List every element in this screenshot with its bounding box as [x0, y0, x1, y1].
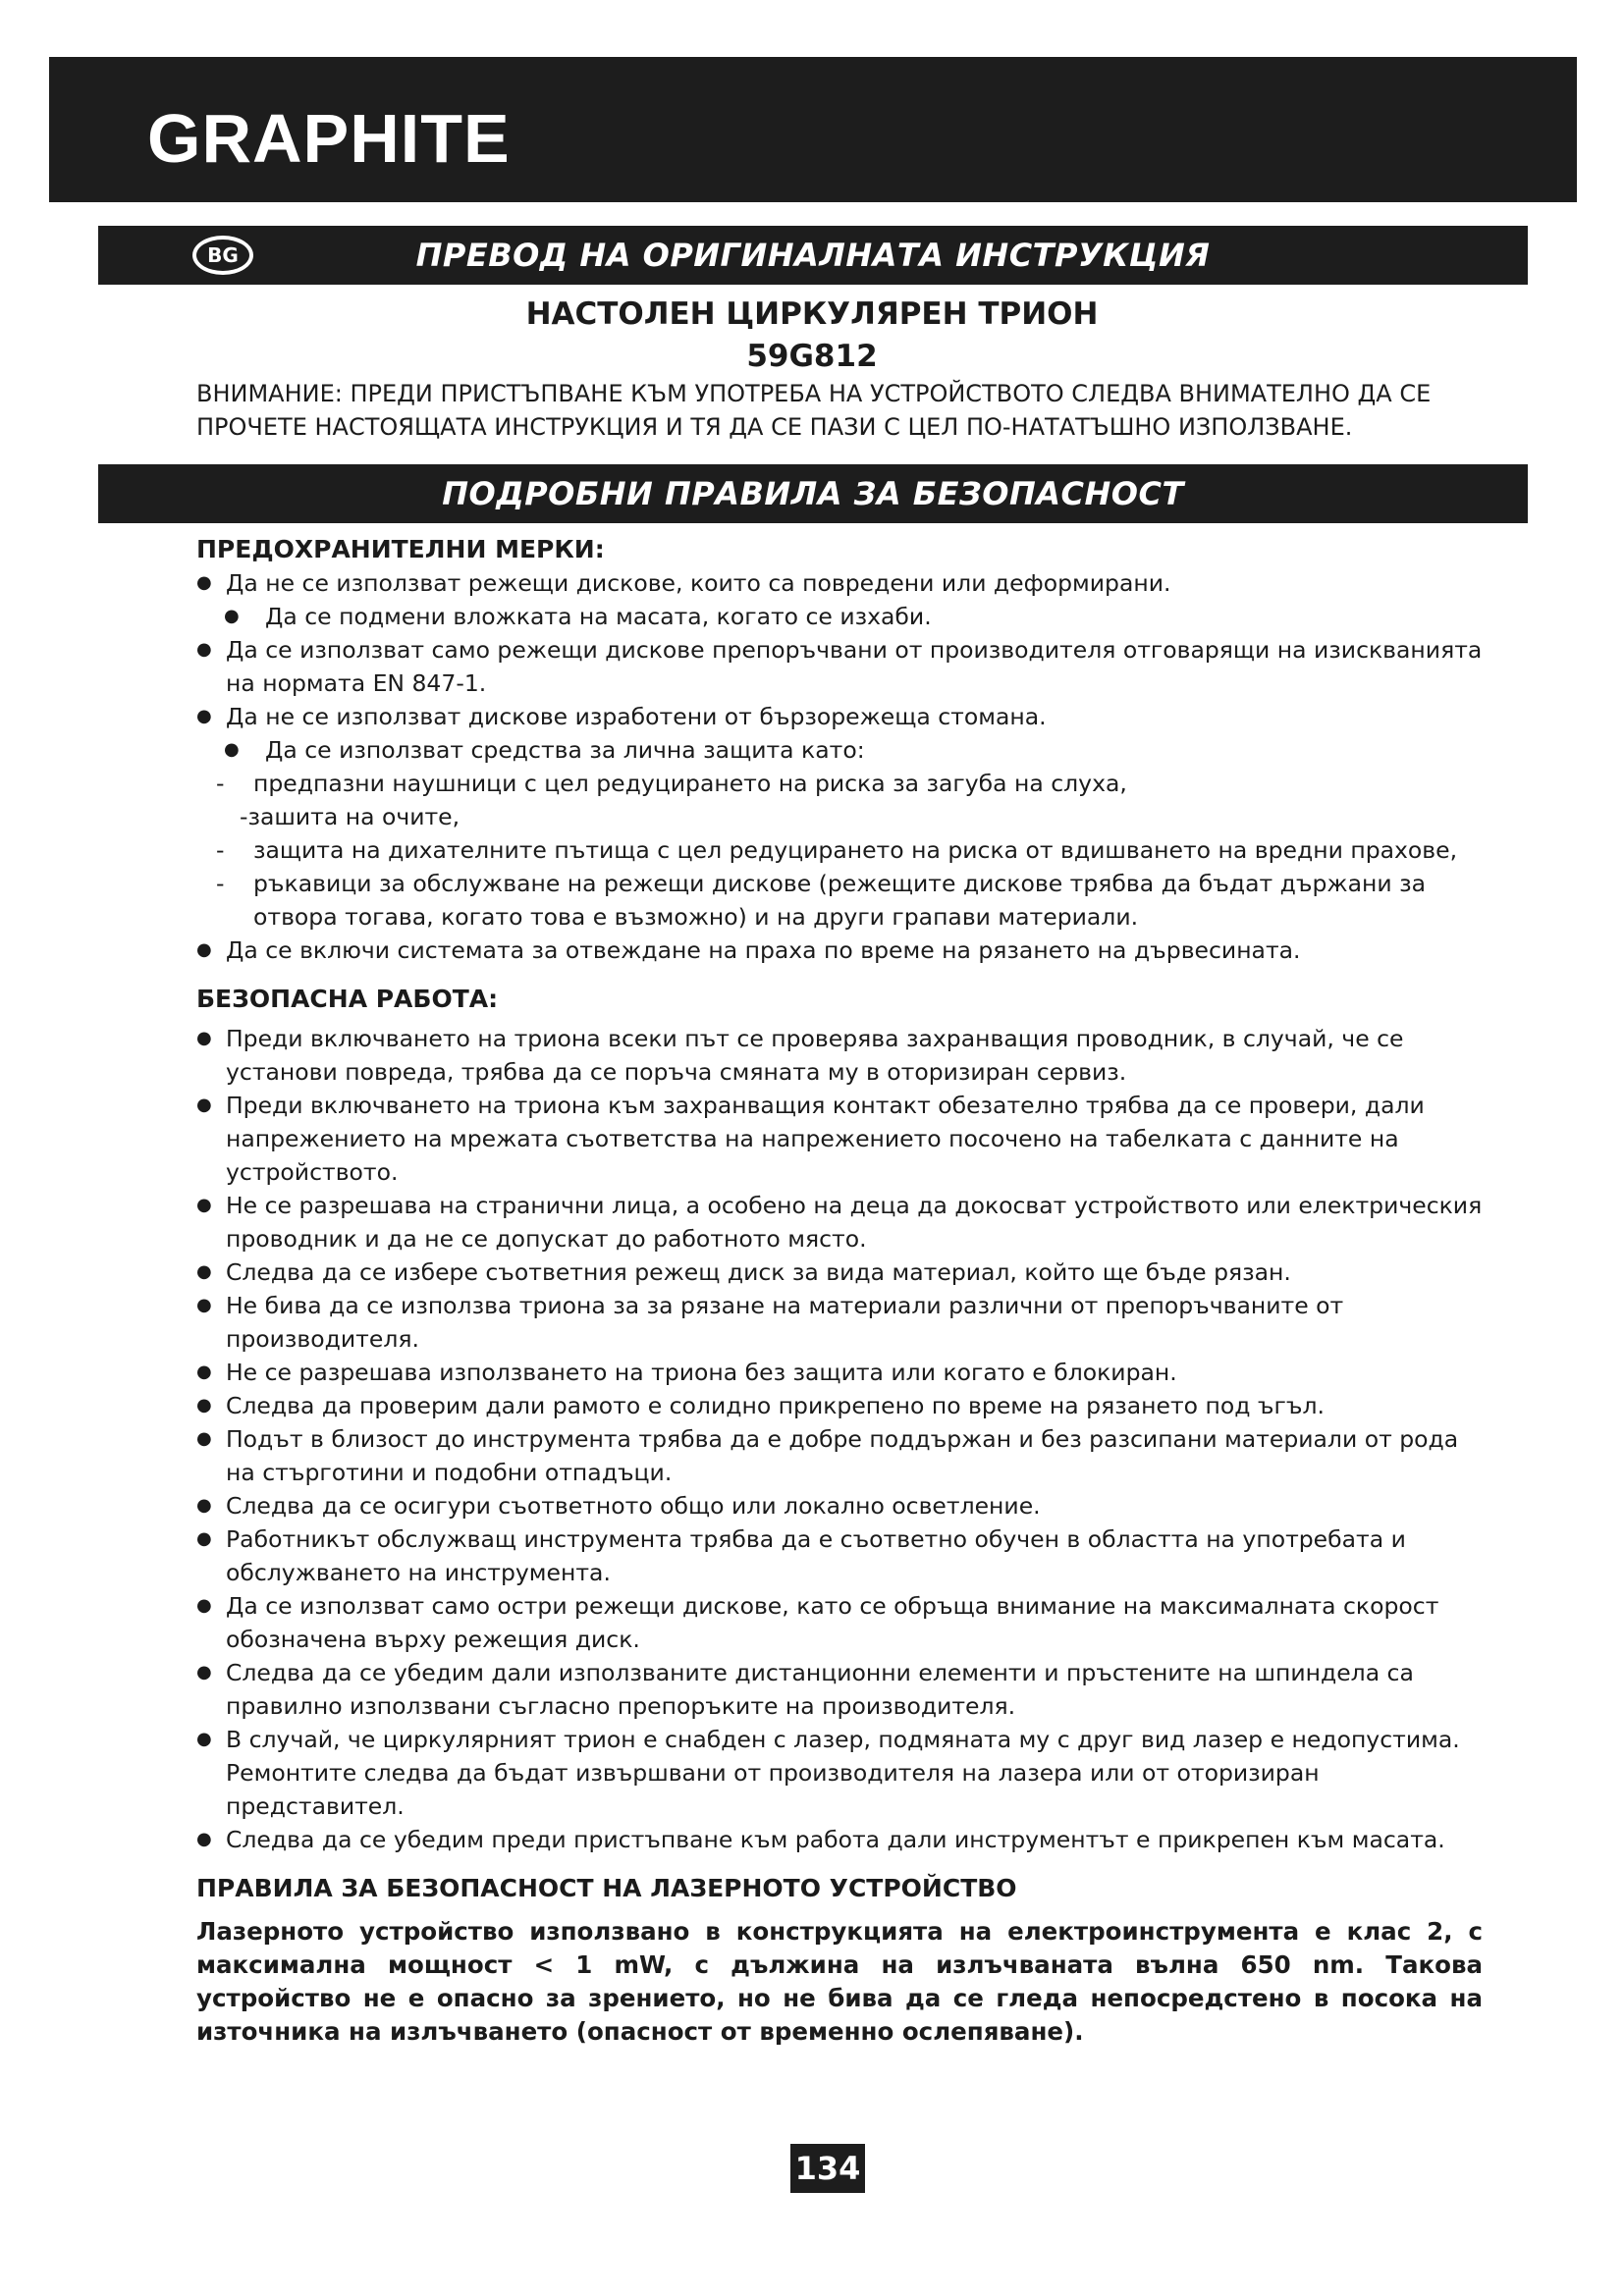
- list-item: ● Да се използват само режещи дискове препоръчвани от производителя отговарящи на изискванията на нормата EN 847-1.: [196, 633, 1483, 700]
- list-item: ● Не се разрешава използването на триона без защита или когато е блокиран.: [196, 1356, 1483, 1389]
- safe-work-heading: БЕЗОПАСНА РАБОТА:: [196, 985, 499, 1013]
- list-item: ● Следва да проверим дали рамото е солидно прикрепено по време на рязането под ъгъл.: [196, 1389, 1483, 1422]
- list-item: ● Следва да се убедим дали използваните дистанционни елементи и пръстените на шпиндела са правилно използвани съгласно препоръките на производителя.: [196, 1656, 1483, 1723]
- laser-safety-heading: ПРАВИЛА ЗА БЕЗОПАСНОСТ НА ЛАЗЕРНОТО УСТРОЙСТВО: [196, 1874, 1017, 1902]
- list-item: ● Да се подмени вложката на масата, когато се изхаби.: [196, 600, 1483, 633]
- main-content: [196, 533, 1483, 2049]
- list-item: - защита на дихателните пътища с цел редуцирането на риска от вдишването на вредни прахове,: [196, 833, 1483, 867]
- list-item: -зашита на очите,: [240, 803, 460, 830]
- safe-work-list: [196, 1022, 1483, 1856]
- list-item: ● Да се включи системата за отвеждане на праха по време на рязането на дървесината.: [196, 934, 1483, 967]
- language-badge-icon: BG: [192, 236, 253, 275]
- warning-notice: ВНИМАНИЕ: ПРЕДИ ПРИСТЪПВАНЕ КЪМ УПОТРЕБА НА УСТРОЙСТВОТО СЛЕДВА ВНИМАТЕЛНО ДА СЕ ПРОЧЕТЕ НАСТОЯЩАТА ИНСТРУКЦИЯ И ТЯ ДА СЕ ПАЗИ С ЦЕЛ ПО-НАТАТЪШНО ИЗПОЛЗВАНЕ.: [196, 380, 1432, 441]
- list-item: ● Подът в близост до инструмента трябва да е добре поддържан и без разсипани материали от рода на стърготини и подобни отпадъци.: [196, 1422, 1483, 1489]
- safety-rules-title: ПОДРОБНИ ПРАВИЛА ЗА БЕЗОПАСНОСТ: [442, 475, 1184, 512]
- list-item: ● Не бива да се използва триона за за рязане на материали различни от препоръчваните от производителя.: [196, 1289, 1483, 1356]
- list-item: ● Следва да се убедим преди пристъпване към работа дали инструментът е прикрепен към масата.: [196, 1823, 1483, 1856]
- laser-safety-text: Лазерното устройство използвано в конструкцията на електроинструмента е клас 2, с максимална мощност < 1 mW, с дължина на излъчваната вълна 650 nm. Такова устройство не е опасно за зрението, но не бива да се гледа непосредстено в посока на източника на излъчването (опасност от временно ослепяване).: [196, 1917, 1483, 2046]
- translation-title: ПРЕВОД НА ОРИГИНАЛНАТА ИНСТРУКЦИЯ: [415, 237, 1211, 274]
- safety-rules-title-bar: [98, 464, 1528, 523]
- list-item: - предпазни наушници с цел редуцирането на риска за загуба на слуха,: [196, 767, 1483, 800]
- list-item: ● Следва да се осигури съответното общо или локално осветление.: [196, 1489, 1483, 1522]
- list-item: ● Да не се използват дискове изработени от бързорежеща стомана.: [196, 700, 1483, 733]
- page-number: 134: [790, 2144, 865, 2193]
- list-item: ● Да се използват само остри режещи дискове, като се обръща внимание на максималната скорост обозначена върху режещия диск.: [196, 1589, 1483, 1656]
- translation-title-bar: [98, 226, 1528, 285]
- list-item: ● Преди включването на триона всеки път се проверява захранващия проводник, в случай, че се установи повреда, трябва да се поръча смяната му в оторизиран сервиз.: [196, 1022, 1483, 1089]
- precautions-heading: ПРЕДОХРАНИТЕЛНИ МЕРКИ:: [196, 535, 605, 563]
- precautions-list: [196, 566, 1483, 967]
- list-item: - ръкавици за обслужване на режещи дискове (режещите дискове трябва да бъдат държани за отвора тогава, когато това е възможно) и на други грапави материали.: [196, 867, 1483, 934]
- product-name: НАСТОЛЕН ЦИРКУЛЯРЕН ТРИОН: [525, 296, 1099, 332]
- list-item: ● В случай, че циркулярният трион е снабден с лазер, подмяната му с друг вид лазер е недопустима. Ремонтите следва да бъдат извършвани от производителя на лазера или от оторизиран представител.: [196, 1723, 1483, 1823]
- list-item: ● Да се използват средства за лична защита като:: [196, 733, 1483, 767]
- list-item: ● Преди включването на триона към захранващия контакт обезателно трябва да се провери, дали напрежението на мрежата съответства на напрежението посочено на табелката с данните на устройството.: [196, 1089, 1483, 1189]
- list-item: ● Не се разрешава на странични лица, а особено на деца да докосват устройството или електрическия проводник и да не се допускат до работното място.: [196, 1189, 1483, 1255]
- list-item: ● Да не се използват режещи дискове, които са повредени или деформирани.: [196, 566, 1483, 600]
- list-item: ● Работникът обслужващ инструмента трябва да е съответно обучен в областта на употребата и обслужването на инструмента.: [196, 1522, 1483, 1589]
- model-number: 59G812: [746, 339, 878, 374]
- graphite-logo: GRAPHITE: [147, 100, 511, 177]
- list-item: ● Следва да се избере съответния режещ диск за вида материал, който ще бъде рязан.: [196, 1255, 1483, 1289]
